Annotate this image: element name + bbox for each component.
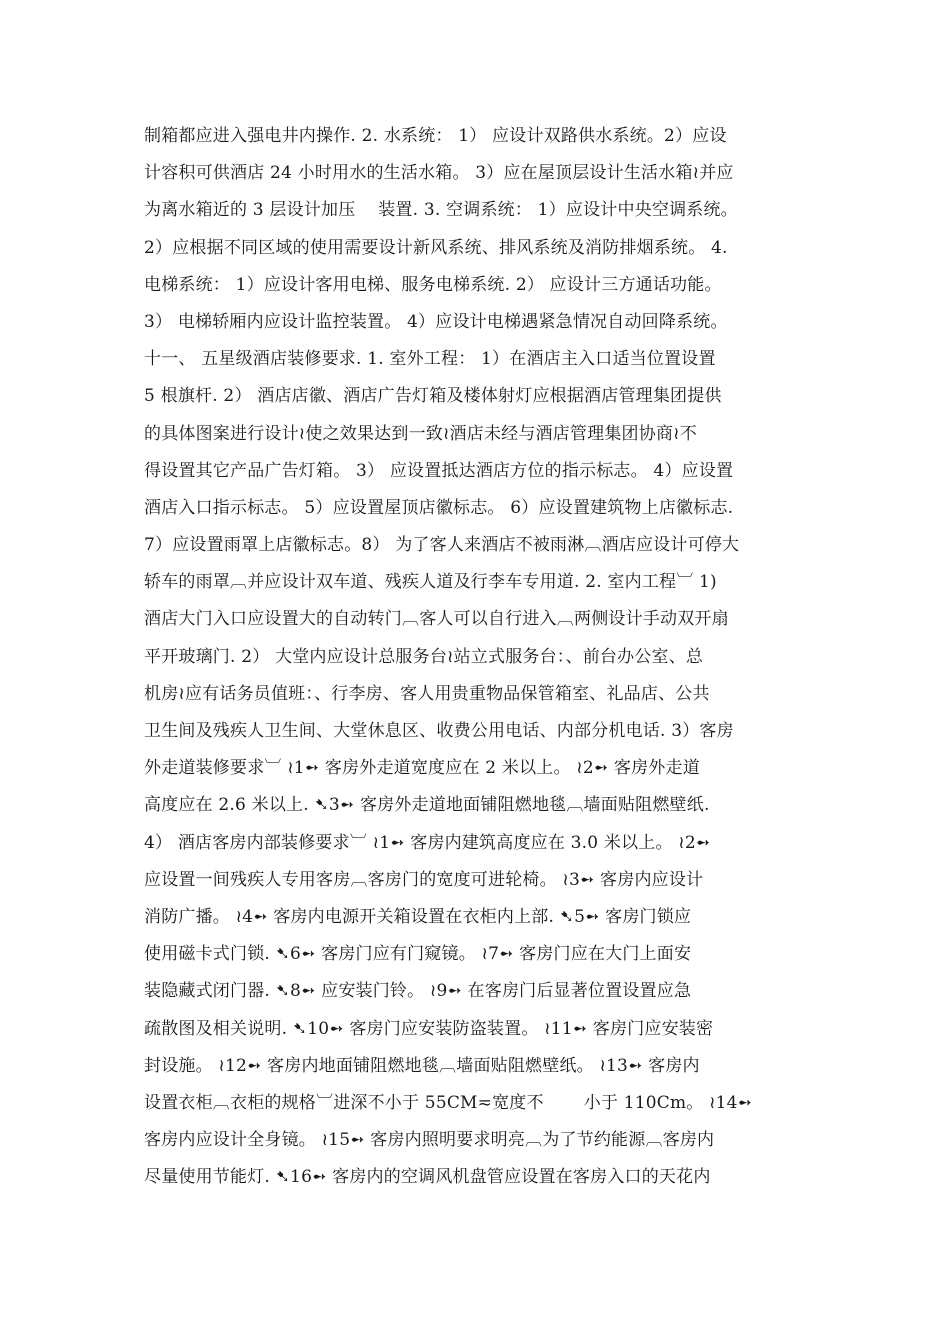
text-line: 电梯系统： 1）应设计客用电梯、服务电梯系统. 2） 应设计三方通话功能。 bbox=[144, 274, 722, 295]
text-line: 酒店入口指示标志。 5）应设置屋顶店徽标志。 6）应设置建筑物上店徽标志. bbox=[144, 497, 734, 518]
text-line: 5 根旗杆. 2） 酒店店徽、酒店广告灯箱及楼体射灯应根据酒店管理集团提供 bbox=[144, 386, 722, 407]
text-line: 设置衣柜︹衣柜的规格︺进深不小于 55CM≂宽度不 小于 110Cm。 ≀14➻ bbox=[144, 1092, 753, 1113]
text-line: 疏散图及相关说明. ➷10➻ 客房门应安装防盗装置。 ≀11➻ 客房门应安装密 bbox=[144, 1018, 714, 1039]
text-line: 使用磁卡式门锁. ➷6➻ 客房门应有门窥镜。 ≀7➻ 客房门应在大门上面安 bbox=[144, 944, 692, 965]
text-line: 客房内应设计全身镜。 ≀15➻ 客房内照明要求明亮︹为了节约能源︹客房内 bbox=[144, 1130, 715, 1151]
text-line: 计容积可供酒店 24 小时用水的生活水箱。 3）应在屋顶层设计生活水箱≀并应 bbox=[144, 163, 734, 184]
body-text bbox=[144, 118, 816, 1196]
text-line: 制箱都应进入强电井内操作. 2. 水系统： 1） 应设计双路供水系统。2）应设 bbox=[144, 126, 727, 146]
text-line: 外走道装修要求︺ ≀1➻ 客房外走道宽度应在 2 米以上。 ≀2➻ 客房外走道 bbox=[144, 758, 700, 779]
text-line: 尽量使用节能灯. ➷16➻ 客房内的空调风机盘管应设置在客房入口的天花内 bbox=[144, 1167, 711, 1188]
text-line: 封设施。 ≀12➻ 客房内地面铺阻燃地毯︹墙面贴阻燃壁纸。 ≀13➻ 客房内 bbox=[144, 1055, 700, 1076]
text-line: 得设置其它产品广告灯箱。 3） 应设置抵达酒店方位的指示标志。 4）应设置 bbox=[144, 460, 734, 481]
text-line: 平开玻璃门. 2） 大堂内应设计总服务台≀站立式服务台：、前台办公室、总 bbox=[144, 646, 704, 667]
text-line: 7）应设置雨罩上店徽标志。8） 为了客人来酒店不被雨淋︹酒店应设计可停大 bbox=[144, 535, 740, 556]
text-line: 酒店大门入口应设置大的自动转门︹客人可以自行进入︹两侧设计手动双开扇 bbox=[144, 609, 729, 630]
text-line: 2）应根据不同区域的使用需要设计新风系统、排风系统及消防排烟系统。 4. bbox=[144, 237, 728, 258]
text-line: 装隐藏式闭门器. ➷8➻ 应安装门铃。 ≀9➻ 在客房门后显著位置设置应急 bbox=[144, 981, 692, 1002]
text-line: 的具体图案进行设计≀使之效果达到一致≀酒店未经与酒店管理集团协商≀不 bbox=[144, 423, 697, 444]
text-line: 为离水箱近的 3 层设计加压 装置. 3. 空调系统： 1）应设计中央空调系统。 bbox=[144, 200, 738, 221]
text-line: 十一、 五星级酒店装修要求. 1. 室外工程： 1）在酒店主入口适当位置设置 bbox=[144, 349, 716, 370]
text-line: 轿车的雨罩︹并应设计双车道、残疾人道及行李车专用道. 2. 室内工程︺ 1) bbox=[144, 572, 717, 593]
text-line: 4） 酒店客房内部装修要求︺ ≀1➻ 客房内建筑高度应在 3.0 米以上。 ≀2➻ bbox=[144, 832, 711, 853]
text-line: 应设置一间残疾人专用客房︹客房门的宽度可进轮椅。 ≀3➻ 客房内应设计 bbox=[144, 869, 704, 890]
text-line: 3） 电梯轿厢内应设计监控装置。 4）应设计电梯遇紧急情况自动回降系统。 bbox=[144, 311, 728, 332]
text-line: 机房≀应有话务员值班：、行李房、客人用贵重物品保管箱室、礼品店、公共 bbox=[144, 683, 710, 704]
text-line: 消防广播。 ≀4➻ 客房内电源开关箱设置在衣柜内上部. ➷5➻ 客房门锁应 bbox=[144, 906, 692, 927]
text-line: 卫生间及残疾人卫生间、大堂休息区、收费公用电话、内部分机电话. 3）客房 bbox=[144, 721, 734, 741]
text-line: 高度应在 2.6 米以上. ➷3➻ 客房外走道地面铺阻燃地毯︹墙面贴阻燃壁纸. bbox=[144, 795, 710, 816]
